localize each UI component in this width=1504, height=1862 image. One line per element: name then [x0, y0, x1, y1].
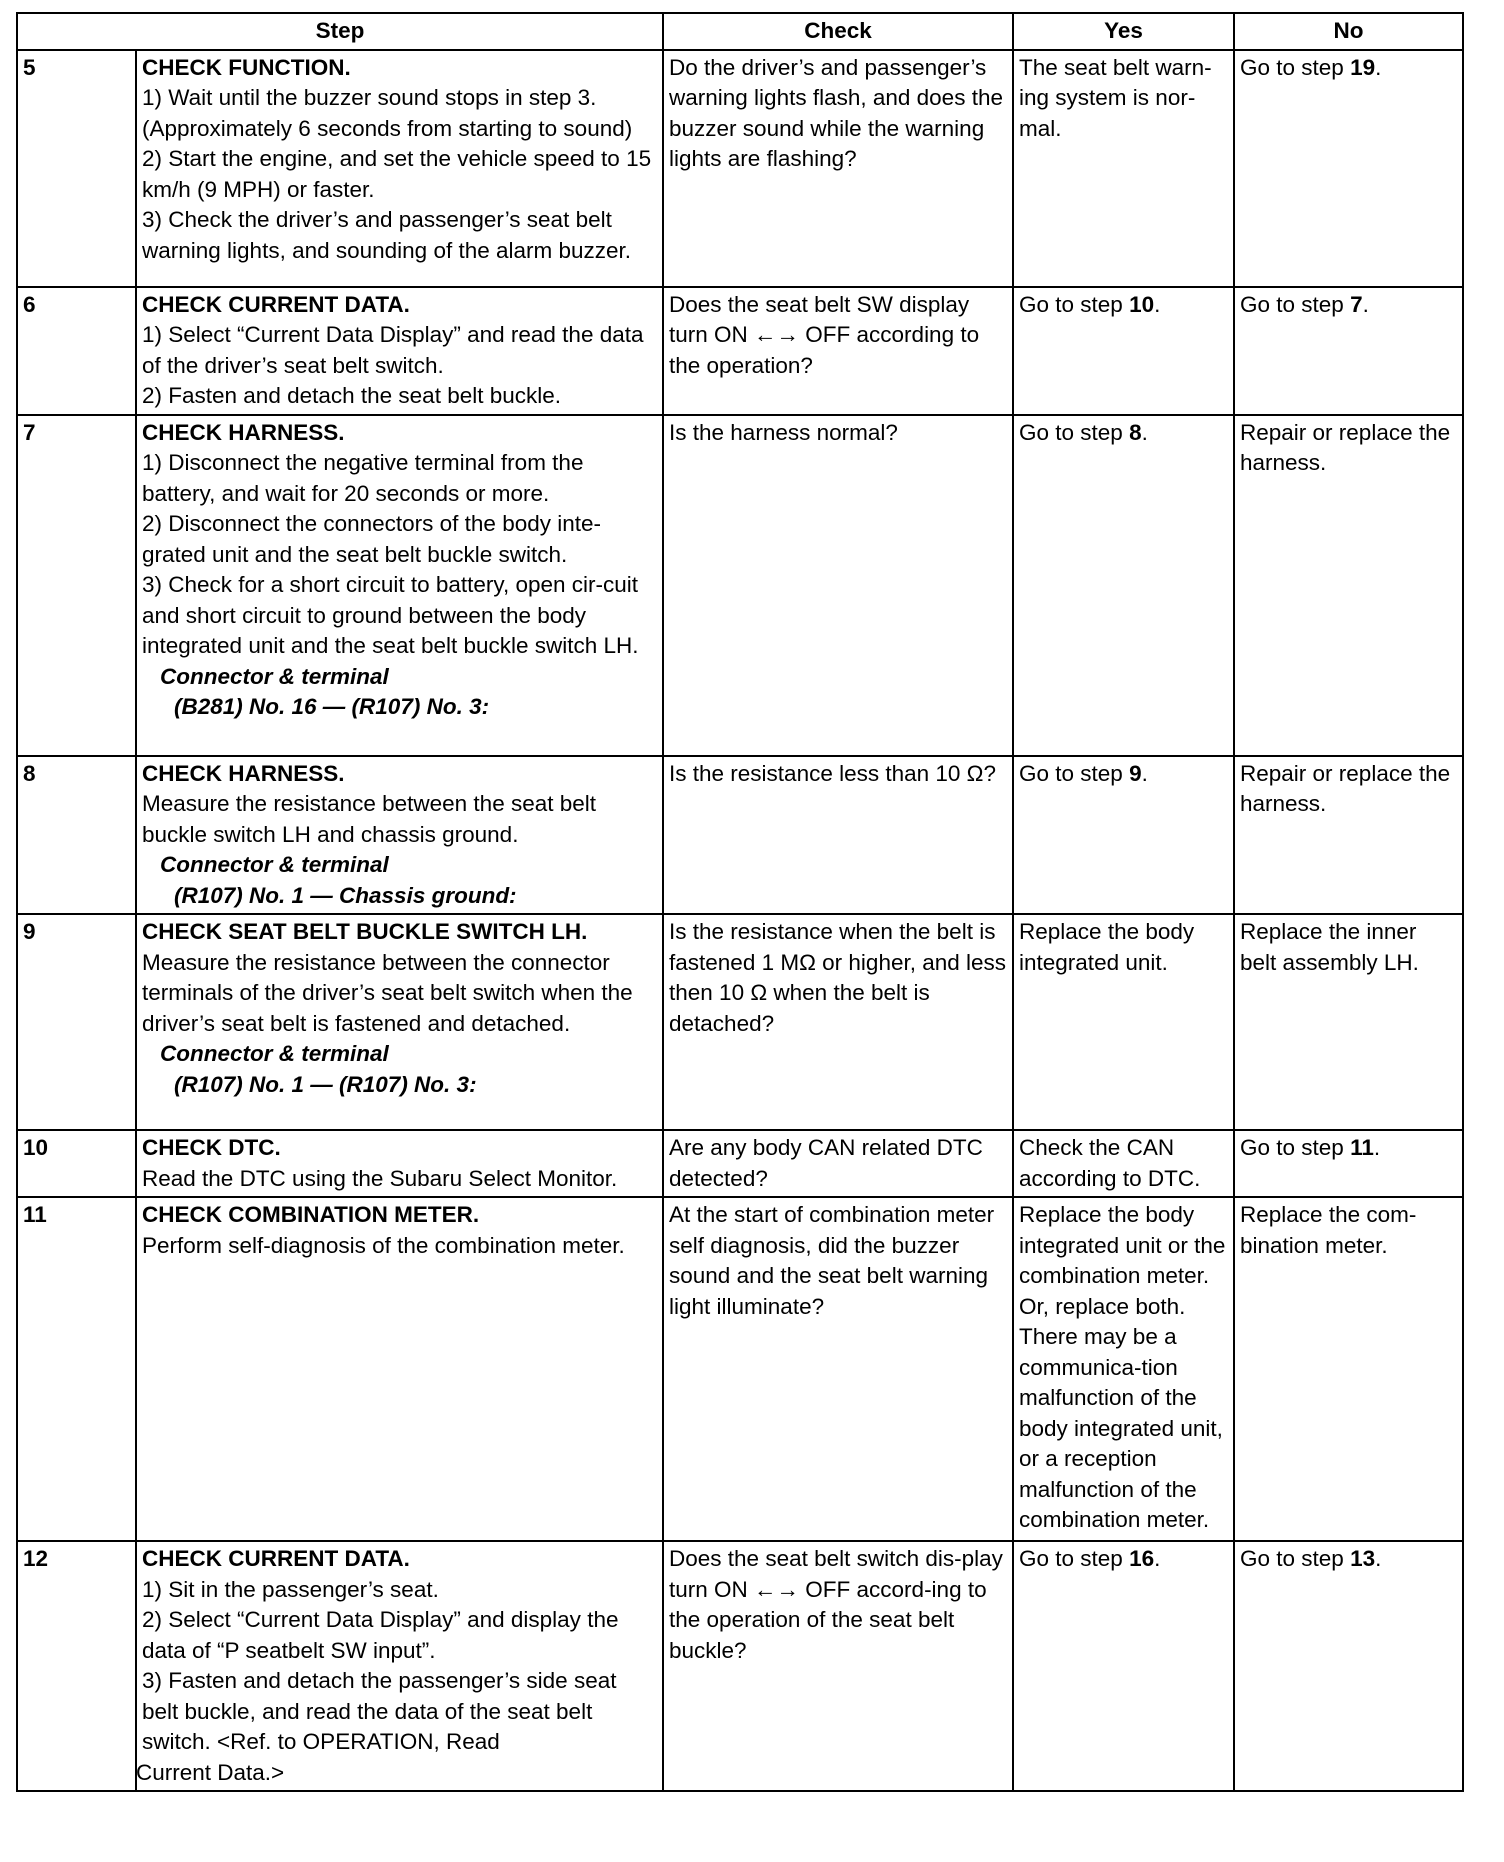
- yes-cell: Replace the body integrated unit.: [1013, 914, 1234, 1130]
- step-cell: [136, 914, 663, 1130]
- step-title: CHECK DTC.: [142, 1135, 281, 1160]
- table-row: [17, 1130, 1463, 1197]
- yes-suffix: .: [1154, 1546, 1161, 1571]
- yes-cell: [1013, 756, 1234, 915]
- step-line: 2) Fasten and detach the seat belt buckle.: [142, 383, 562, 408]
- step-line: 3) Fasten and detach the passenger’s side seat belt buckle, and read the data of the seat belt switch. <Ref. to OPERATION, Read: [142, 1668, 617, 1754]
- check-cell: Do the driver’s and passenger’s warning lights flash, and does the buzzer sound while the warning lights are flashing?: [663, 50, 1013, 287]
- table-row: [17, 50, 1463, 287]
- step-title: CHECK COMBINATION METER.: [142, 1202, 480, 1227]
- step-cell: [136, 1197, 663, 1541]
- connector-value: (B281) No. 16 — (R107) No. 3:: [174, 694, 490, 719]
- header-yes: Yes: [1013, 13, 1234, 50]
- no-step-ref: 13: [1350, 1546, 1376, 1571]
- no-cell: Replace the com-bination meter.: [1234, 1197, 1463, 1541]
- yes-prefix: Go to step: [1019, 1546, 1130, 1571]
- step-line: 2) Select “Current Data Display” and display the data of “P seatbelt SW input”.: [142, 1607, 619, 1663]
- header-row: [17, 13, 1463, 50]
- step-number: 12: [17, 1541, 136, 1791]
- no-prefix: Go to step: [1240, 291, 1351, 317]
- no-suffix: .: [1375, 54, 1382, 80]
- no-prefix: Go to step: [1240, 1135, 1351, 1160]
- step-cell: [136, 756, 663, 915]
- yes-suffix: .: [1141, 760, 1148, 786]
- yes-step-ref: 16: [1129, 1546, 1155, 1571]
- step-number: 5: [17, 50, 136, 287]
- check-cell: At the start of combination meter self diagnosis, did the buzzer sound and the seat belt warning light illuminate?: [663, 1197, 1013, 1541]
- yes-prefix: Go to step: [1019, 291, 1130, 317]
- step-number: 9: [17, 914, 136, 1130]
- table-row: [17, 1541, 1463, 1791]
- header-step: Step: [17, 13, 663, 50]
- table-row: [17, 415, 1463, 756]
- step-title: CHECK HARNESS.: [142, 419, 345, 445]
- no-cell: [1234, 1541, 1463, 1791]
- no-step-ref: 7: [1350, 291, 1363, 317]
- step-title: CHECK HARNESS.: [142, 760, 345, 786]
- step-cell: [136, 1130, 663, 1197]
- step-line: Perform self-diagnosis of the combination meter.: [142, 1232, 625, 1258]
- step-number: 7: [17, 415, 136, 756]
- connector-label: Connector & terminal: [160, 1041, 389, 1066]
- yes-cell: [1013, 1541, 1234, 1791]
- yes-step-ref: 9: [1129, 760, 1142, 786]
- no-cell: Replace the inner belt assembly LH.: [1234, 914, 1463, 1130]
- yes-cell: The seat belt warn-ing system is nor-mal.: [1013, 50, 1234, 287]
- no-step-ref: 11: [1350, 1135, 1374, 1160]
- check-cell: Does the seat belt switch dis-play turn ON ←→ OFF accord-ing to the operation of the seat belt buckle?: [663, 1541, 1013, 1791]
- table-row: [17, 756, 1463, 915]
- step-title: CHECK CURRENT DATA.: [142, 291, 410, 317]
- check-cell: Is the resistance when the belt is fastened 1 MΩ or higher, and less then 10 Ω when the belt is detached?: [663, 914, 1013, 1130]
- step-title: CHECK FUNCTION.: [142, 54, 351, 80]
- connector-value: (R107) No. 1 — (R107) No. 3:: [174, 1071, 477, 1097]
- yes-cell: [1013, 415, 1234, 756]
- step-cell: [136, 287, 663, 415]
- no-prefix: Go to step: [1240, 54, 1351, 80]
- yes-cell: Check the CAN according to DTC.: [1013, 1130, 1234, 1197]
- yes-cell: [1013, 287, 1234, 415]
- check-cell: Are any body CAN related DTC detected?: [663, 1130, 1013, 1197]
- check-cell: Does the seat belt SW display turn ON ←→ OFF according to the operation?: [663, 287, 1013, 415]
- step-number: 11: [17, 1197, 136, 1541]
- table-row: [17, 1197, 1463, 1541]
- step-cell: [136, 1541, 663, 1791]
- step-title: CHECK CURRENT DATA.: [142, 1546, 410, 1571]
- yes-cell: Replace the body integrated unit or the combination meter. Or, replace both. There may be a communica-tion malfunction of the body integrated unit, or a reception malfunction of the combination meter.: [1013, 1197, 1234, 1541]
- no-cell: Repair or replace the harness.: [1234, 756, 1463, 915]
- yes-step-ref: 8: [1129, 419, 1142, 445]
- ref-continuation: Current Data.>: [136, 1759, 285, 1785]
- step-line: 1) Wait until the buzzer sound stops in step 3. (Approximately 6 seconds from starting to sound): [142, 85, 633, 141]
- no-suffix: .: [1373, 1135, 1381, 1160]
- yes-prefix: Go to step: [1019, 419, 1130, 445]
- step-line: Measure the resistance between the seat belt buckle switch LH and chassis ground.: [142, 791, 597, 847]
- no-cell: [1234, 287, 1463, 415]
- no-step-ref: 19: [1350, 54, 1376, 80]
- step-line: Read the DTC using the Subaru Select Monitor.: [142, 1165, 618, 1191]
- step-line: 1) Disconnect the negative terminal from the battery, and wait for 20 seconds or more.: [142, 450, 584, 506]
- step-line: Measure the resistance between the connector terminals of the driver’s seat belt switch when the driver’s seat belt is fastened and detached.: [142, 949, 633, 1036]
- connector-label: Connector & terminal: [160, 852, 389, 877]
- yes-suffix: .: [1141, 419, 1148, 445]
- yes-suffix: .: [1154, 291, 1161, 317]
- check-cell: Is the resistance less than 10 Ω?: [663, 756, 1013, 915]
- connector-label: Connector & terminal: [160, 663, 389, 689]
- no-suffix: .: [1375, 1546, 1382, 1571]
- yes-prefix: Go to step: [1019, 760, 1130, 786]
- step-cell: [136, 50, 663, 287]
- step-number: 8: [17, 756, 136, 915]
- step-line: 1) Sit in the passenger’s seat.: [142, 1576, 439, 1602]
- step-line: 3) Check the driver’s and passenger’s seat belt warning lights, and sounding of the alarm buzzer.: [142, 207, 632, 263]
- no-prefix: Go to step: [1240, 1546, 1351, 1571]
- header-no: No: [1234, 13, 1463, 50]
- no-cell: [1234, 50, 1463, 287]
- table-row: [17, 914, 1463, 1130]
- step-line: 3) Check for a short circuit to battery, open cir-cuit and short circuit to ground between the body integrated unit and the seat belt buckle switch LH.: [142, 572, 639, 658]
- yes-step-ref: 10: [1129, 291, 1155, 317]
- no-cell: [1234, 1130, 1463, 1197]
- no-suffix: .: [1362, 291, 1369, 317]
- diagnostic-table: [16, 12, 1464, 1792]
- check-cell: Is the harness normal?: [663, 415, 1013, 756]
- header-check: Check: [663, 13, 1013, 50]
- step-cell: [136, 415, 663, 756]
- step-number: 6: [17, 287, 136, 415]
- step-title: CHECK SEAT BELT BUCKLE SWITCH LH.: [142, 919, 588, 944]
- no-cell: Repair or replace the harness.: [1234, 415, 1463, 756]
- step-line: 1) Select “Current Data Display” and read the data of the driver’s seat belt switch.: [142, 322, 644, 378]
- table-row: [17, 287, 1463, 415]
- step-line: 2) Start the engine, and set the vehicle speed to 15 km/h (9 MPH) or faster.: [142, 146, 652, 202]
- step-number: 10: [17, 1130, 136, 1197]
- connector-value: (R107) No. 1 — Chassis ground:: [174, 882, 517, 908]
- step-line: 2) Disconnect the connectors of the body inte-grated unit and the seat belt buckle switch.: [142, 511, 602, 567]
